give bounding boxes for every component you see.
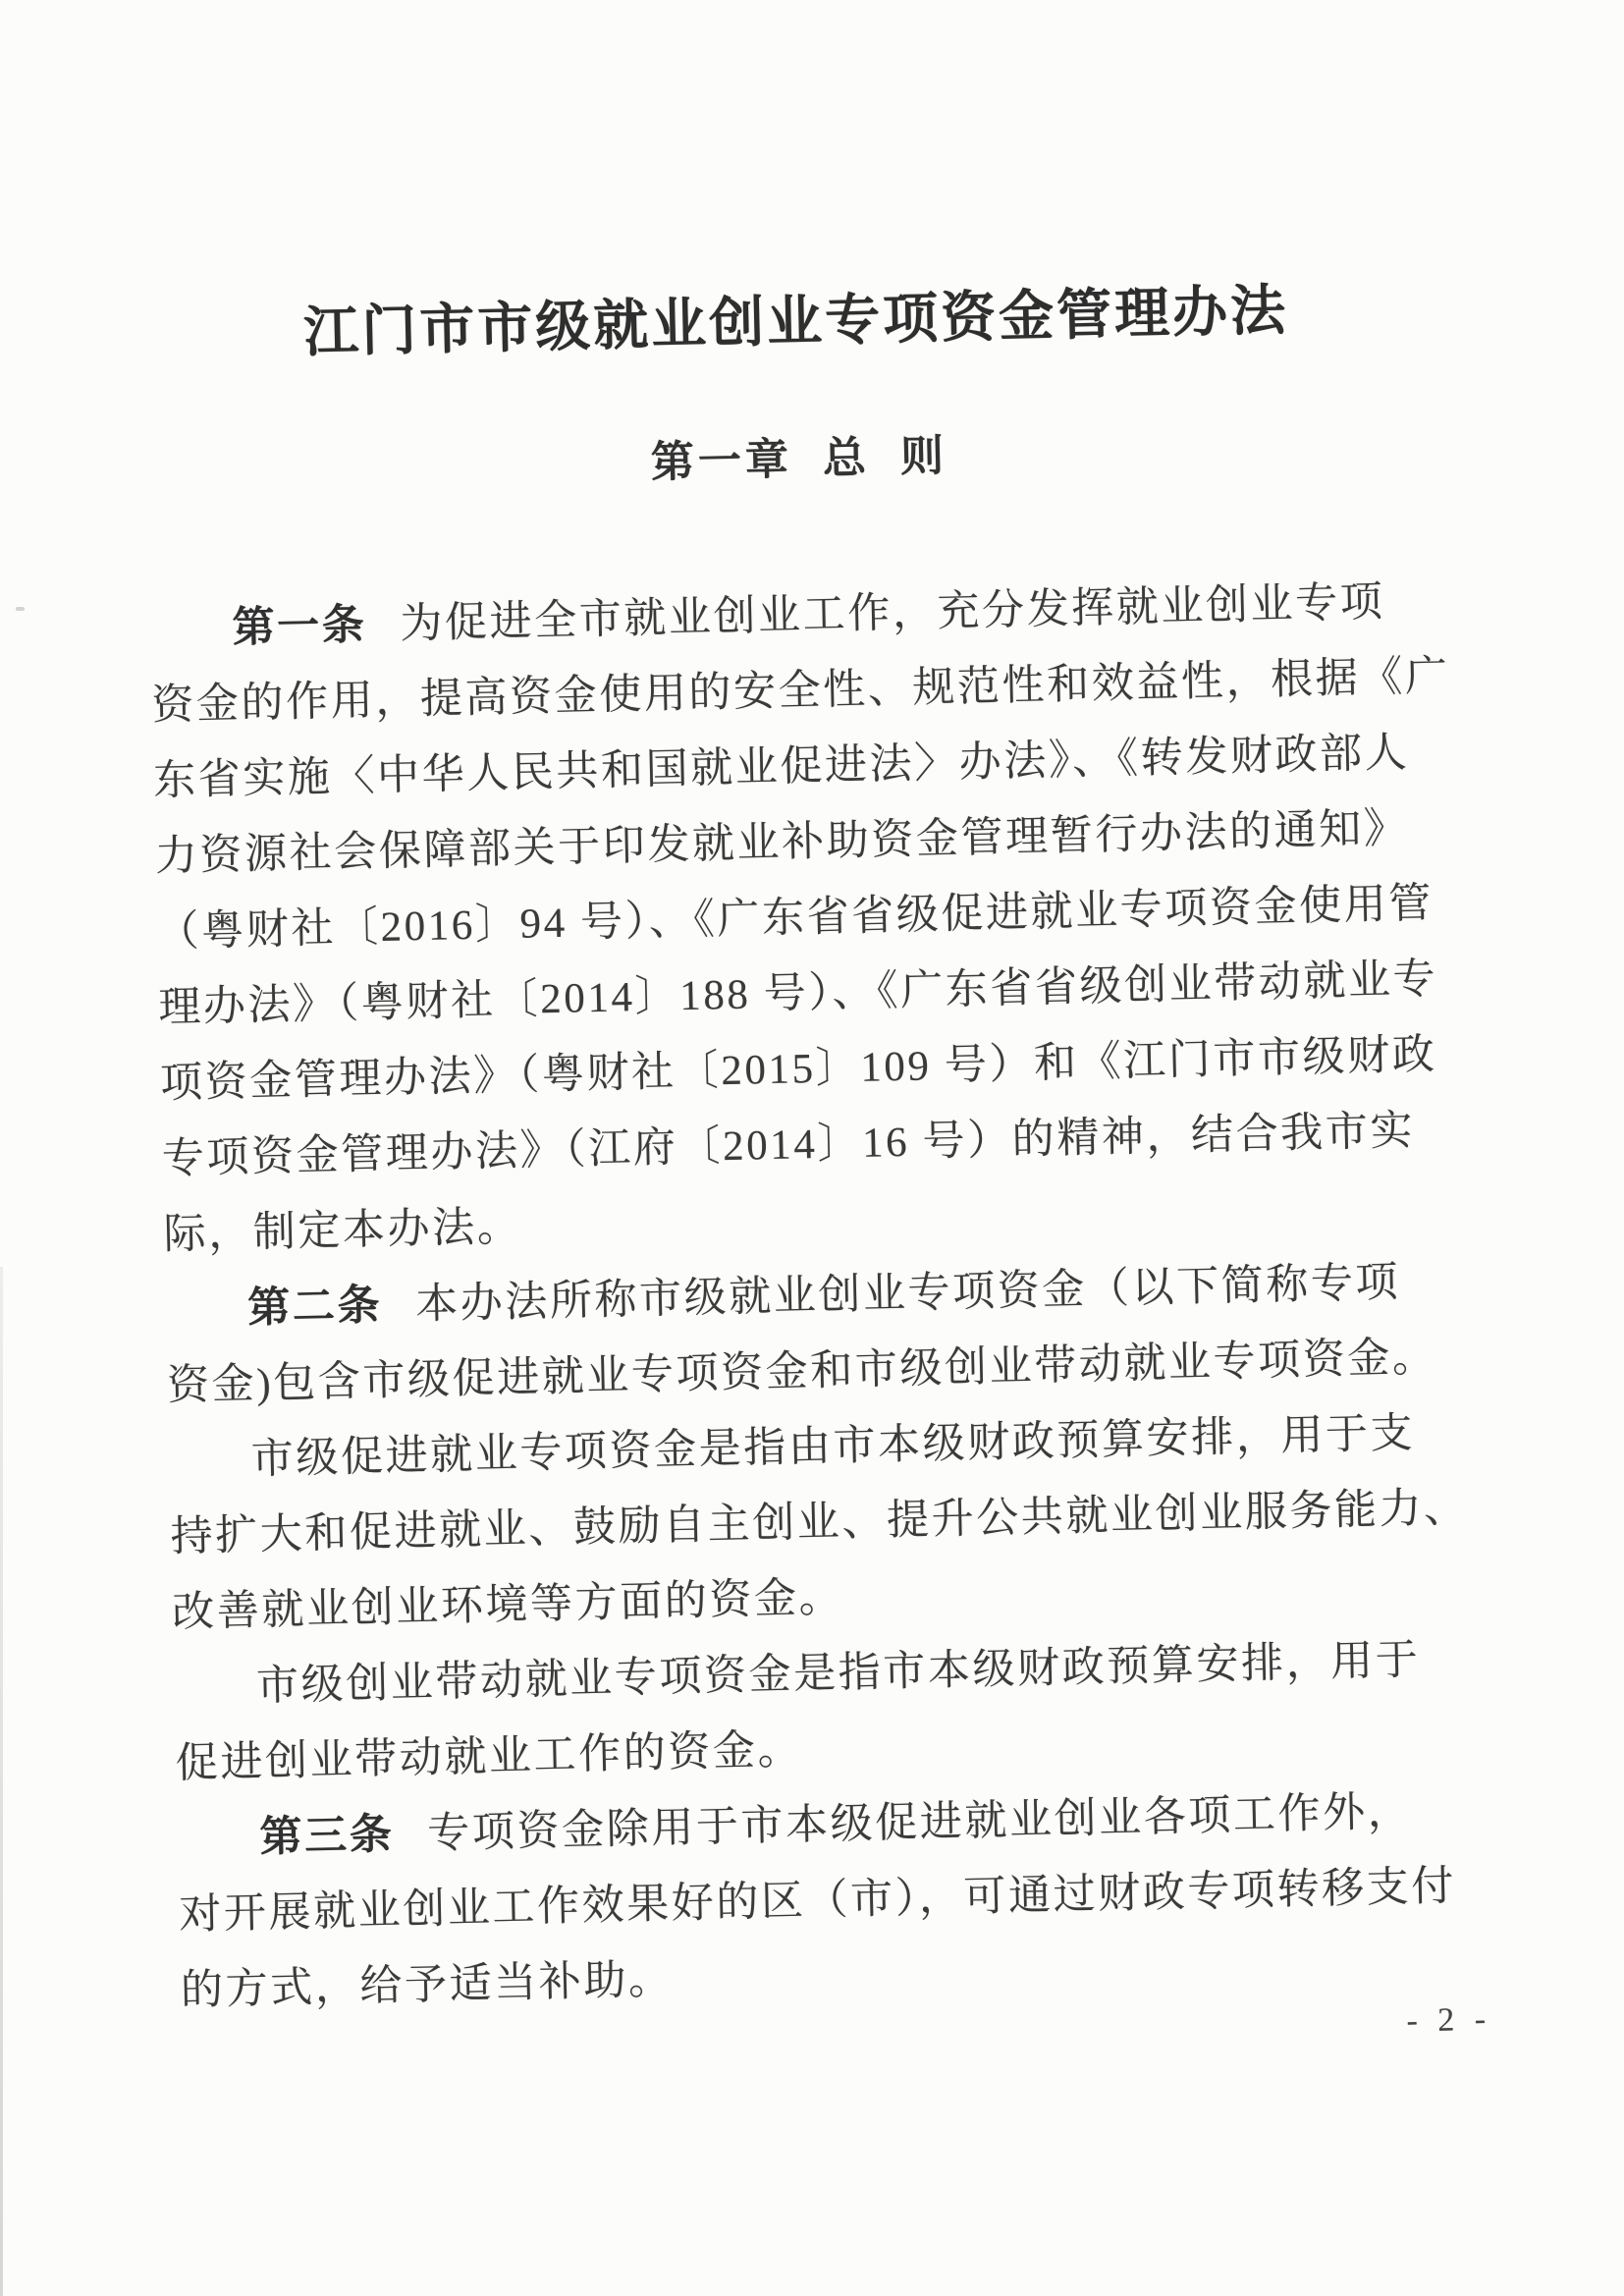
line-text: 东省实施〈中华人民共和国就业促进法〉办法》、《转发财政部人 (152, 730, 1410, 805)
line-text: 际，制定本办法。 (163, 1203, 522, 1259)
line-text: 改善就业创业环境等方面的资金。 (171, 1574, 844, 1636)
line-text: 资金的作用，提高资金使用的安全性、规范性和效益性，根据《广 (150, 653, 1451, 730)
line-text: 对开展就业创业工作效果好的区（市），可通过财政专项转移支付 (178, 1863, 1457, 1939)
line-text: （粤财社〔2016〕94 号）、《广东省省级促进就业专项资金使用管 (156, 880, 1435, 957)
article-number: 第一条 (232, 601, 367, 652)
line-text: 力资源社会保障部关于印发就业补助资金管理暂行办法的通知》 (154, 805, 1409, 881)
line-text: 持扩大和促进就业、鼓励自主创业、提升公共就业创业服务能力、 (170, 1484, 1470, 1560)
line-text: 本办法所称市级就业创业专项资金（以下简称专项 (414, 1259, 1401, 1329)
line-text: 项资金管理办法》（粤财社〔2015〕109 号）和《江门市市级财政 (159, 1031, 1437, 1108)
line-text: 为促进全市就业创业工作，充分发挥就业创业专项 (399, 578, 1385, 648)
article-number: 第三条 (259, 1810, 395, 1861)
chapter-heading: 第一章 总 则 (650, 431, 948, 487)
scan-edge-artifact (0, 1267, 3, 2296)
scan-speck-artifact (16, 607, 25, 611)
document-title: 江门市市级就业创业专项资金管理办法 (302, 280, 1289, 364)
line-text: 专项资金管理办法》（江府〔2014〕16 号）的精神，结合我市实 (161, 1108, 1416, 1183)
line-text: 促进创业带动就业工作的资金。 (175, 1726, 803, 1787)
document-body (149, 563, 1488, 2029)
line-text: 理办法》（粤财社〔2014〕188 号）、《广东省省级创业带动就业专 (157, 956, 1438, 1032)
line-text: 专项资金除用于市本级促进就业创业各项工作外， (426, 1788, 1413, 1858)
line-text: 市级促进就业专项资金是指由市本级财政预算安排，用于支 (250, 1410, 1416, 1484)
page-number: - 2 - (1406, 2000, 1489, 2040)
document-content (141, 239, 1488, 2074)
article-number: 第二条 (246, 1282, 383, 1333)
line-text: 资金)包含市级促进就业专项资金和市级创业带动就业专项资金。 (166, 1334, 1438, 1410)
line-text: 市级创业带动就业专项资金是指市本级财政预算安排，用于 (255, 1637, 1421, 1711)
line-text: 的方式，给予适当补助。 (180, 1956, 675, 2014)
